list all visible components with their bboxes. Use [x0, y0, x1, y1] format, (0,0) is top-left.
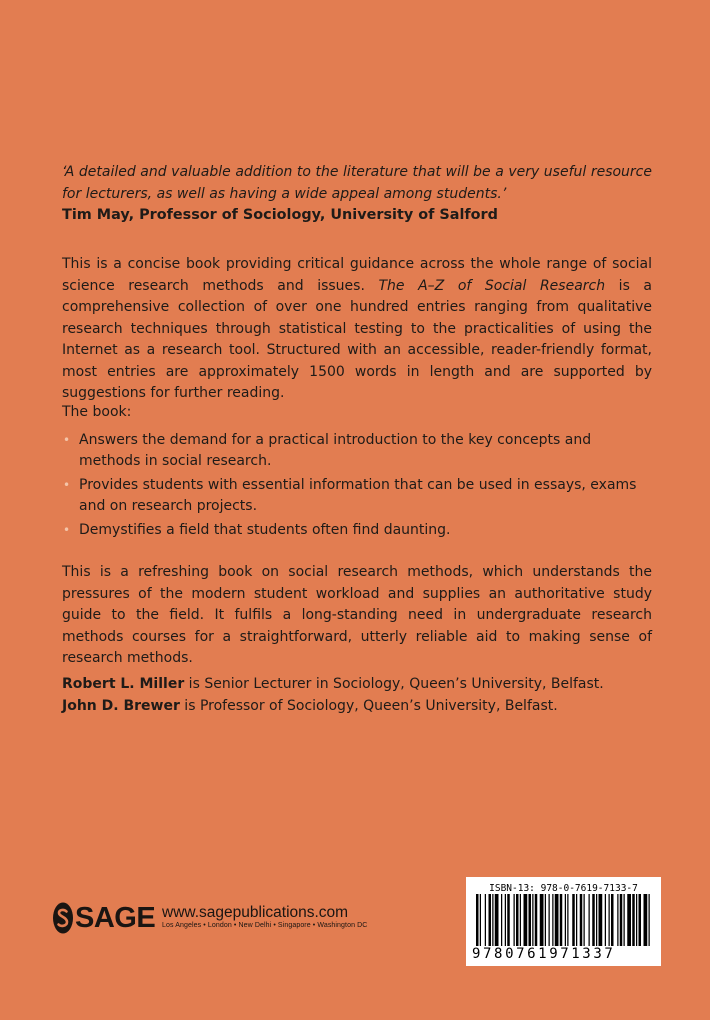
list-item: • Demystifies a field that students often find daunting.	[62, 520, 652, 542]
endorsement-quote	[62, 162, 652, 227]
barcode-bar	[596, 894, 597, 946]
barcode-bar	[555, 894, 559, 946]
barcode-bar	[624, 894, 625, 946]
quote-text: ‘A detailed and valuable addition to the literature that will be a very useful resource for lecturers, as well as having a wide appeal among students.’	[62, 164, 652, 202]
isbn-barcode	[466, 877, 661, 966]
author-bios	[62, 674, 652, 717]
barcode-bar	[592, 894, 595, 946]
barcode-bar	[649, 894, 650, 946]
barcode-bar	[565, 894, 566, 946]
barcode-bar	[636, 894, 637, 946]
barcode-bar	[611, 894, 614, 946]
barcode-digits: 9780761971337	[472, 946, 616, 962]
publisher-name: SAGE	[75, 901, 156, 934]
list-item: • Provides students with essential information that can be used in essays, exams and on research projects.	[62, 475, 652, 518]
barcode-bar	[495, 894, 499, 946]
author-role: is Professor of Sociology, Queen’s University, Belfast.	[179, 697, 558, 714]
barcode-bar	[644, 894, 648, 946]
barcode-bar	[532, 894, 533, 946]
barcode-bar	[580, 894, 583, 946]
barcode-bar	[617, 894, 618, 946]
barcode-bar	[560, 894, 563, 946]
barcode-bar	[480, 894, 481, 946]
barcode-bar	[552, 894, 553, 946]
barcode-bar	[520, 894, 521, 946]
barcode-bar	[632, 894, 635, 946]
barcode-bar	[524, 894, 528, 946]
sage-swirl-icon	[52, 901, 74, 935]
book-features	[62, 402, 652, 543]
barcode-bar	[485, 894, 486, 946]
quote-author: Tim May, Professor of Sociology, University of Salford	[62, 207, 498, 223]
barcode-bar	[589, 894, 590, 946]
description-paragraph	[62, 254, 652, 405]
barcode-bar	[535, 894, 538, 946]
publisher-info	[162, 905, 367, 930]
author-name: John D. Brewer	[62, 697, 180, 714]
barcode-bar	[567, 894, 568, 946]
summary-text: This is a refreshing book on social research methods, which understands the pressures of the modern student workload and supplies an authoritative study guide to the field. It fulfils a long-standing need in undergraduate research methods courses for a straightforward, utterly reliable aid to making sense of research methods.	[62, 564, 652, 666]
barcode-bar	[599, 894, 603, 946]
author-bio	[62, 696, 652, 718]
barcode-bar	[620, 894, 623, 946]
barcode-bar	[476, 894, 479, 946]
description-text-end: is a comprehensive collection of over one hundred entries ranging from qualitative research techniques through statistical testing to the practicalities of using the Internet as a research tool. Structured with an accessible, reader-friendly format, most entries are approximately 1500 words in length and are supported by suggestions for further reading.	[62, 277, 652, 401]
barcode-bar	[507, 894, 510, 946]
barcode-bar	[609, 894, 610, 946]
barcode-bar	[627, 894, 631, 946]
barcode-bar	[572, 894, 575, 946]
author-bio	[62, 674, 652, 696]
isbn-label: ISBN-13: 978-0-7619-7133-7	[489, 883, 638, 894]
publisher-cities: Los Angeles • London • New Delhi • Singapore • Washington DC	[162, 922, 368, 929]
barcode-bar	[639, 894, 642, 946]
list-item: • Answers the demand for a practical introduction to the key concepts and methods in social research.	[62, 430, 652, 473]
barcode-bar	[489, 894, 492, 946]
barcode-bar	[540, 894, 544, 946]
sage-logo	[52, 901, 155, 935]
barcode-bar	[545, 894, 546, 946]
book-description	[62, 254, 652, 405]
barcode-bar	[605, 894, 606, 946]
author-name: Robert L. Miller	[62, 676, 185, 692]
features-list	[62, 430, 652, 542]
barcode-bar	[514, 894, 515, 946]
book-title: The A–Z of Social Research	[378, 277, 606, 294]
barcode-bar	[492, 894, 493, 946]
description-text-start: This is a concise book providing critical guidance across the whole range of social science research methods and issues.	[62, 256, 652, 294]
barcode-bar	[584, 894, 585, 946]
barcode-bar	[501, 894, 502, 946]
publisher-url[interactable]: www.sagepublications.com	[162, 904, 349, 921]
author-role: is Senior Lecturer in Sociology, Queen’s University, Belfast.	[184, 676, 604, 692]
barcode-bar	[529, 894, 532, 946]
barcode-bar	[576, 894, 577, 946]
features-heading: The book:	[62, 404, 132, 420]
barcode-bar	[505, 894, 506, 946]
barcode-bars	[472, 894, 655, 946]
barcode-bar	[549, 894, 550, 946]
book-summary	[62, 562, 652, 670]
barcode-bar	[516, 894, 519, 946]
